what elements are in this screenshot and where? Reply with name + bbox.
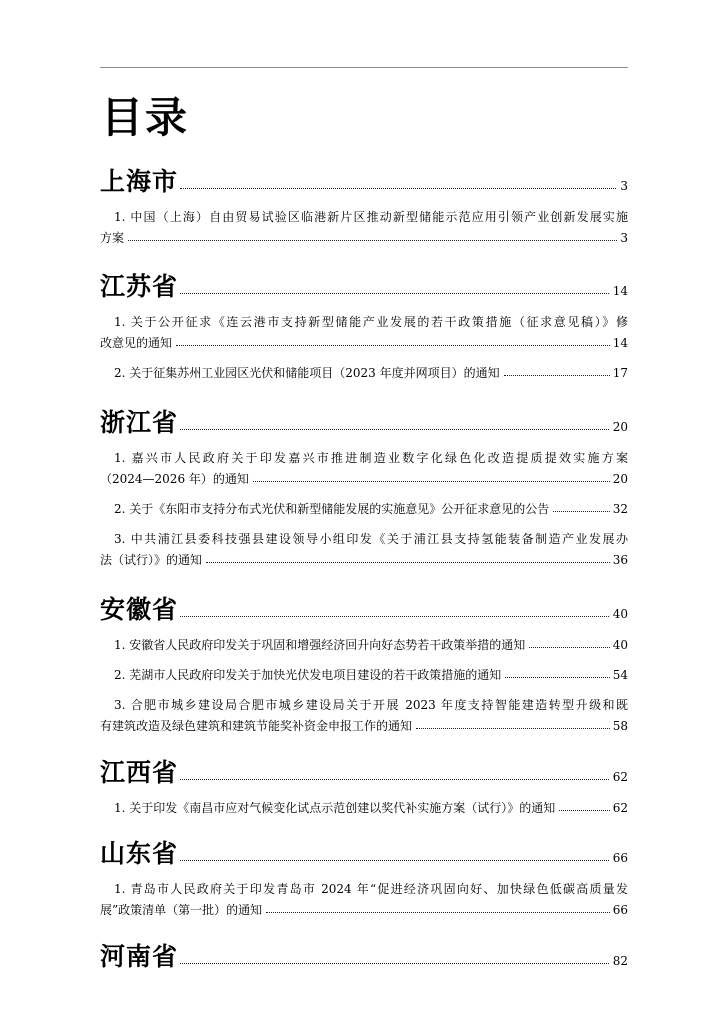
dot-leader <box>180 293 609 294</box>
dot-leader <box>180 963 609 964</box>
dot-leader <box>253 481 610 482</box>
dot-leader <box>180 188 616 189</box>
section-title: 江苏省 <box>100 272 179 301</box>
entry-last-line <box>100 900 628 921</box>
header-rule <box>100 67 628 68</box>
dot-leader <box>176 345 610 346</box>
entry-text: 方案 <box>100 231 125 245</box>
page-number: 82 <box>612 954 628 968</box>
entry-text: 法（试行）》的通知 <box>100 553 203 567</box>
page-number: 20 <box>612 420 628 434</box>
dot-leader <box>128 240 617 241</box>
toc-section-heading[interactable] <box>100 757 628 789</box>
entry-last-line <box>100 550 628 571</box>
toc-section-heading[interactable] <box>100 407 628 439</box>
toc-section-heading[interactable] <box>100 166 628 198</box>
entry-text-line: 1. 中国（上海）自由贸易试验区临港新片区推动新型储能示范应用引领产业创新发展实施 <box>114 210 628 224</box>
entry-text: 2. 关于《东阳市支持分布式光伏和新型储能发展的实施意见》公开征求意见的公告 <box>114 502 550 516</box>
entry-text: 2. 关于征集苏州工业园区光伏和储能项目（2023 年度并网项目）的通知 <box>114 366 500 380</box>
toc-entry[interactable] <box>100 207 628 249</box>
dot-leader <box>206 562 610 563</box>
entry-text: 有建筑改造及绿色建筑和建筑节能奖补资金申报工作的通知 <box>100 719 413 733</box>
toc-items <box>100 312 628 384</box>
page-number: 14 <box>612 284 628 298</box>
entry-text-line: 1. 关于公开征求《连云港市支持新型储能产业发展的若干政策措施（征求意见稿）》修 <box>114 315 628 329</box>
entry-last-line <box>100 635 628 656</box>
entry-text: （2024—2026 年）的通知 <box>100 472 249 486</box>
entry-text: 2. 芜湖市人民政府印发关于加快光伏发电项目建设的若干政策措施的通知 <box>114 668 502 682</box>
entry-last-line <box>100 469 628 490</box>
entry-last-line <box>100 665 628 686</box>
toc-section <box>100 757 628 819</box>
page-number: 36 <box>612 553 628 567</box>
toc-title: 目录 <box>101 93 190 142</box>
toc-entry[interactable] <box>100 529 628 571</box>
dot-leader <box>559 810 609 811</box>
entry-last-line <box>100 499 628 520</box>
entry-text: 1. 安徽省人民政府印发关于巩固和增强经济回升向好态势若干政策举措的通知 <box>114 638 526 652</box>
page-number: 32 <box>612 502 628 516</box>
section-title: 浙江省 <box>100 408 179 437</box>
entry-last-line <box>100 798 628 819</box>
toc-section-heading[interactable] <box>100 271 628 303</box>
toc-items <box>100 798 628 819</box>
dot-leader <box>529 647 609 648</box>
section-title: 河南省 <box>100 942 179 971</box>
toc-section <box>100 941 628 973</box>
toc-items <box>100 635 628 737</box>
table-of-contents <box>100 166 628 982</box>
toc-entry[interactable] <box>100 312 628 354</box>
entry-text-line: 1. 嘉兴市人民政府关于印发嘉兴市推进制造业数字化绿色化改造提质提效实施方案 <box>114 451 628 465</box>
toc-items <box>100 879 628 921</box>
toc-entry[interactable] <box>100 499 628 520</box>
dot-leader <box>180 429 609 430</box>
entry-text: 展”政策清单（第一批）的通知 <box>100 903 263 917</box>
entry-text-line: 3. 中共浦江县委科技强县建设领导小组印发《关于浦江县支持氢能装备制造产业发展办 <box>114 532 628 546</box>
toc-section-heading[interactable] <box>100 941 628 973</box>
dot-leader <box>505 677 609 678</box>
dot-leader <box>266 912 610 913</box>
entry-last-line <box>100 333 628 354</box>
toc-entry[interactable] <box>100 448 628 490</box>
toc-entry[interactable] <box>100 798 628 819</box>
entry-text-line: 1. 青岛市人民政府关于印发青岛市 2024 年“促进经济巩固向好、加快绿色低碳高质量发 <box>114 882 628 896</box>
page-number: 3 <box>620 231 628 245</box>
entry-text-line: 3. 合肥市城乡建设局合肥市城乡建设局关于开展 2023 年度支持智能建造转型升级和既 <box>114 698 628 712</box>
toc-section <box>100 166 628 249</box>
page-number: 40 <box>612 638 628 652</box>
page-number: 66 <box>612 851 628 865</box>
dot-leader <box>180 616 609 617</box>
toc-section <box>100 838 628 921</box>
page-number: 17 <box>612 366 628 380</box>
toc-entry[interactable] <box>100 879 628 921</box>
entry-text: 改意见的通知 <box>100 336 173 350</box>
toc-section-heading[interactable] <box>100 838 628 870</box>
page-number: 14 <box>612 336 628 350</box>
page-number: 62 <box>612 801 628 815</box>
dot-leader <box>553 511 609 512</box>
toc-section-heading[interactable] <box>100 594 628 626</box>
section-title: 山东省 <box>100 839 179 868</box>
section-title: 江西省 <box>100 758 179 787</box>
dot-leader <box>416 728 610 729</box>
page-number: 3 <box>620 179 628 193</box>
section-title: 安徽省 <box>100 595 179 624</box>
toc-section <box>100 594 628 737</box>
toc-items <box>100 448 628 571</box>
toc-entry[interactable] <box>100 635 628 656</box>
toc-section <box>100 407 628 571</box>
page-number: 62 <box>612 770 628 784</box>
page-number: 54 <box>612 668 628 682</box>
page-number: 58 <box>612 719 628 733</box>
dot-leader <box>180 860 609 861</box>
toc-section <box>100 271 628 384</box>
toc-items <box>100 207 628 249</box>
entry-last-line <box>100 363 628 384</box>
entry-text: 1. 关于印发《南昌市应对气候变化试点示范创建以奖代补实施方案（试行）》的通知 <box>114 801 556 815</box>
entry-last-line <box>100 228 628 249</box>
page-number: 66 <box>612 903 628 917</box>
dot-leader <box>180 779 609 780</box>
page-number: 40 <box>612 607 628 621</box>
toc-entry[interactable] <box>100 695 628 737</box>
section-title: 上海市 <box>100 167 179 196</box>
page-number: 20 <box>612 472 628 486</box>
dot-leader <box>504 375 610 376</box>
toc-entry[interactable] <box>100 363 628 384</box>
entry-last-line <box>100 716 628 737</box>
toc-entry[interactable] <box>100 665 628 686</box>
